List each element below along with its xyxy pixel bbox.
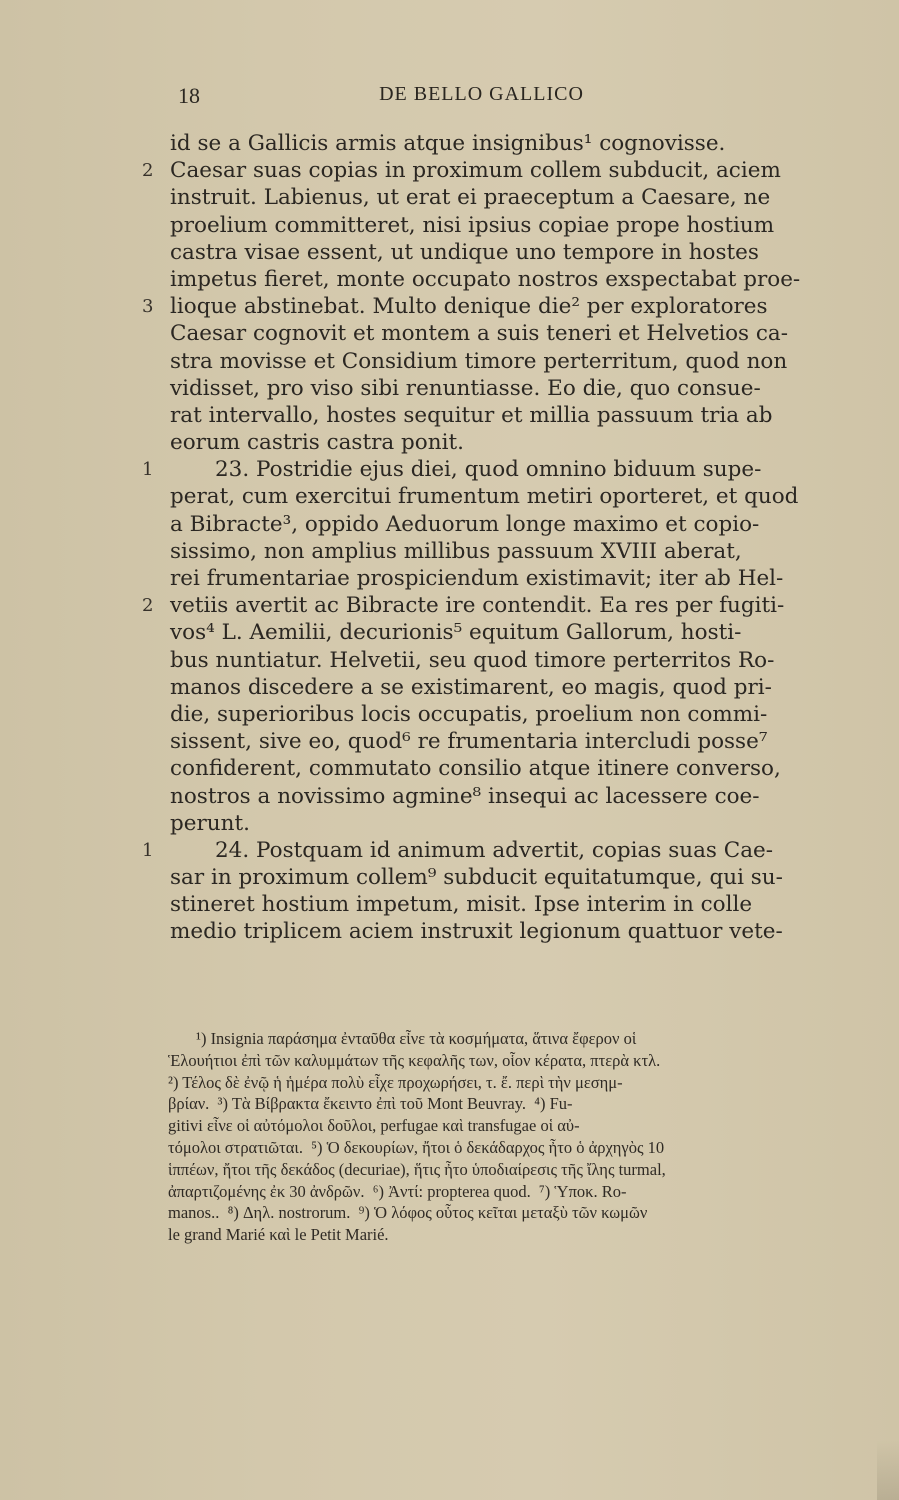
text-line — [0, 320, 899, 347]
footnote-line — [0, 1115, 899, 1137]
footnote-line-content: manos.. ⁸) Δηλ. nostrorum. ⁹) Ὁ λόφος οὗτος κεῖται μεταξὺ τῶν κωμῶν — [168, 1203, 648, 1223]
text-line-content: perunt. — [170, 810, 250, 836]
text-line — [0, 592, 899, 619]
text-line-content: manos discedere a se existimarent, eo magis, quod pri- — [170, 674, 772, 700]
footnote-line-content: le grand Marié καὶ le Petit Marié. — [168, 1225, 389, 1245]
text-line — [0, 157, 899, 184]
footnote-line-content: Ἑλουήτιοι ἐπὶ τῶν καλυμμάτων τῆς κεφαλῆς των, οἷον κέρατα, πτερὰ κτλ. — [168, 1050, 661, 1070]
footnote-line-content: ἱππέων, ἤτοι τῆς δεκάδος (decuriae), ἥτις ἦτο ὑποδιαίρεσις τῆς ἴλης turmal, — [168, 1159, 666, 1179]
text-line-content: sissent, sive eo, quod⁶ re frumentaria intercludi posse⁷ — [170, 729, 768, 755]
text-line-content: impetus fieret, monte occupato nostros exspectabat proe- — [170, 266, 801, 292]
text-line — [0, 348, 899, 375]
text-line-content: stra movisse et Considium timore perterritum, quod non — [170, 348, 788, 374]
text-line — [0, 375, 899, 402]
text-line-content: 24. Postquam id animum advertit, copias suas Cae- — [215, 837, 774, 863]
margin-sentence-number: 2 — [142, 160, 154, 182]
text-line-content: confiderent, commutato consilio atque itinere converso, — [170, 756, 781, 782]
text-line — [0, 565, 899, 592]
margin-sentence-number: 1 — [142, 459, 154, 481]
footnote-line — [0, 1159, 899, 1181]
text-line — [0, 701, 899, 728]
text-line-content: Caesar suas copias in proximum collem subducit, aciem — [170, 158, 781, 184]
text-line — [0, 429, 899, 456]
text-line-content: castra visae essent, ut undique uno tempore in hostes — [170, 239, 759, 265]
text-line — [0, 674, 899, 701]
footnote-line-content: τόμολοι στρατιῶται. ⁵) Ὁ δεκουρίων, ἤτοι ὁ δεκάδαρχος ἦτο ὁ ἀρχηγὸς 10 — [168, 1137, 665, 1157]
text-line — [0, 728, 899, 755]
text-line-content: rei frumentariae prospiciendum existimavit; iter ab Hel- — [170, 566, 784, 591]
main-text — [0, 130, 899, 946]
text-line-content: die, superioribus locis occupatis, proelium non commi- — [170, 701, 768, 727]
text-line — [0, 864, 899, 891]
text-line-content: vos⁴ L. Aemilii, decurionis⁵ equitum Gallorum, hosti- — [170, 620, 742, 646]
text-line-content: proelium committeret, nisi ipsius copiae prope hostium — [170, 212, 775, 238]
text-line — [0, 239, 899, 266]
footnote-line-content: βρίαν. ³) Τὰ Βίβρακτα ἔκειντο ἐπὶ τοῦ Mont Beuvray. ⁴) Fu- — [168, 1094, 573, 1114]
margin-sentence-number: 1 — [142, 839, 154, 861]
text-line-content: Caesar cognovit et montem a suis teneri et Helvetios ca- — [170, 321, 789, 347]
margin-sentence-number: 2 — [142, 595, 154, 617]
text-line-content: nostros a novissimo agmine⁸ insequi ac lacessere coe- — [170, 783, 760, 809]
text-line-content: instruit. Labienus, ut erat ei praeceptum a Caesare, ne — [170, 185, 771, 211]
text-line — [0, 755, 899, 782]
footnote-line-content: ἀπαρτιζομένης ἐκ 30 ἀνδρῶν. ⁶) Ἀντί: propterea quod. ⁷) Ὑποκ. Ro- — [168, 1181, 627, 1201]
footnote-line-content: gitivi εἶνε οἱ αὐτόμολοι δοῦλοι, perfugae καὶ transfugae οἱ αὐ- — [168, 1116, 580, 1136]
text-line — [0, 184, 899, 211]
footnote-line — [0, 1181, 899, 1203]
text-line — [0, 212, 899, 239]
text-line — [0, 130, 899, 157]
footnote-line-content: ¹) Insignia παράσημα ἐνταῦθα εἶνε τὰ κοσμήματα, ἅτινα ἔφερον οἱ — [196, 1029, 637, 1048]
footnote-line — [0, 1224, 899, 1246]
text-line-content: sar in proximum collem⁹ subducit equitatumque, qui su- — [170, 865, 783, 891]
footnote-line-content: ²) Τέλος δὲ ἐνῷ ἡ ἡμέρα πολὺ εἶχε προχωρήσει, τ. ἔ. περὶ τὴν μεσημ- — [168, 1072, 623, 1092]
text-line — [0, 456, 899, 483]
text-line — [0, 810, 899, 837]
text-line — [0, 266, 899, 293]
page-header — [0, 83, 899, 113]
text-line — [0, 837, 899, 864]
footnote-line — [0, 1093, 899, 1115]
text-line-content: rat intervallo, hostes sequitur et millia passuum tria ab — [170, 402, 773, 428]
footnote-line — [0, 1137, 899, 1159]
text-line-content: sissimo, non amplius millibus passuum XVIII aberat, — [170, 538, 742, 564]
page-number: 18 — [178, 83, 200, 108]
text-line — [0, 293, 899, 320]
text-line — [0, 918, 899, 945]
text-line-content: bus nuntiatur. Helvetii, seu quod timore perterritos Ro- — [170, 647, 775, 673]
text-line-content: medio triplicem aciem instruxit legionum quattuor vete- — [170, 919, 783, 945]
text-line-content: a Bibracte³, oppido Aeduorum longe maximo et copio- — [170, 511, 760, 537]
text-line-content: 23. Postridie ejus diei, quod omnino biduum supe- — [215, 457, 762, 483]
text-line-content: stineret hostium impetum, misit. Ipse interim in colle — [170, 892, 753, 918]
text-line — [0, 483, 899, 510]
scan-edge-shadow — [877, 1440, 899, 1500]
text-line-content: eorum castris castra ponit. — [170, 430, 464, 456]
text-line — [0, 647, 899, 674]
text-line-content: perat, cum exercitui frumentum metiri oporteret, et quod — [170, 484, 799, 510]
text-line — [0, 538, 899, 565]
footnote-line — [0, 1202, 899, 1224]
running-title: DE BELLO GALLICO — [379, 83, 584, 105]
text-line — [0, 511, 899, 538]
text-line — [0, 783, 899, 810]
text-line — [0, 619, 899, 646]
margin-sentence-number: 3 — [142, 296, 154, 318]
footnote-line — [0, 1050, 899, 1072]
text-line — [0, 402, 899, 429]
footnote-line — [0, 1028, 899, 1050]
text-line-content: vidisset, pro viso sibi renuntiasse. Eo die, quo consue- — [170, 375, 761, 401]
text-line-content: id se a Gallicis armis atque insignibus¹ cognovisse. — [170, 131, 726, 156]
text-line — [0, 891, 899, 918]
footnotes — [0, 1028, 899, 1246]
footnote-line — [0, 1072, 899, 1094]
text-line-content: lioque abstinebat. Multo denique die² per exploratores — [170, 294, 768, 320]
text-line-content: vetiis avertit ac Bibracte ire contendit. Ea res per fugiti- — [170, 593, 785, 619]
